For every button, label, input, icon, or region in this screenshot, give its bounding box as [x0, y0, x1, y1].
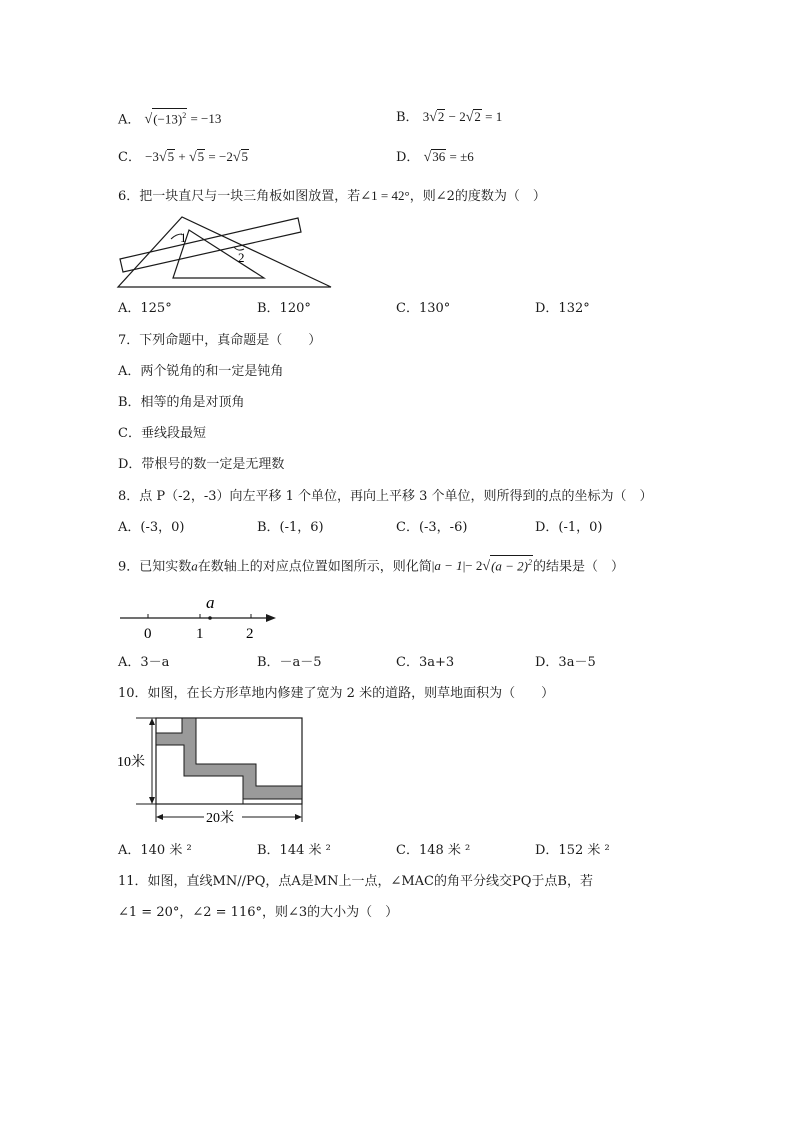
q6-option-c: C．130° [396, 301, 451, 316]
operator: + [175, 149, 189, 164]
math-expression: $√(-13)^2 = -13$ [145, 111, 222, 126]
q7-option-a: A．两个锐角的和一定是钝角 [118, 364, 284, 379]
q7-option-d: D．带根号的数一定是无理数 [118, 457, 285, 472]
option-label: A． [118, 112, 141, 128]
ruler [120, 218, 301, 272]
variable: a [191, 558, 198, 574]
abs-content: a − 1 [434, 558, 463, 574]
radicand: 2 [474, 109, 481, 124]
q10-option-d: D．152 米 ² [535, 843, 610, 858]
q5-option-b [396, 108, 502, 127]
q8-option-c: C．(-3，-6) [396, 520, 468, 535]
q6-option-a: A．125° [118, 301, 172, 316]
q6-stem [118, 187, 546, 206]
math-expression: 3√2 − 2√2 = 1 [422, 109, 503, 125]
operator: − 2 [445, 109, 466, 124]
q10-option-c: C．148 米 ² [396, 843, 471, 858]
q7-stem: 7．下列命题中，真命题是（ ） [118, 333, 322, 348]
coef: 3 [422, 109, 430, 124]
q7-option-b: B．相等的角是对顶角 [118, 395, 245, 410]
q9-option-b: B．－a－5 [257, 655, 322, 670]
q8-option-d: D．(-1，0) [535, 520, 603, 535]
q9-option-a: A．3－a [118, 655, 170, 670]
q11-stem-line1: 11．如图，直线MN//PQ，点A是MN上一点，∠MAC的角平分线交PQ于点B，若 [118, 874, 593, 889]
radicand: 36 [432, 149, 446, 164]
option-label: C． [118, 150, 141, 165]
option-label: B． [396, 110, 419, 125]
operator: = −2 [205, 149, 233, 164]
q10-stem: 10．如图，在长方形草地内修建了宽为 2 米的道路，则草地面积为（ ） [118, 686, 555, 701]
rhs: = 1 [481, 109, 503, 124]
rhs: = ±6 [446, 149, 474, 164]
tick-label-1: 1 [196, 626, 204, 642]
q10-option-b: B．144 米 ² [257, 843, 331, 858]
tick-label-2: 2 [246, 626, 254, 642]
stem-text: 的结果是（ ） [533, 559, 625, 575]
radicand: (a − 2) [491, 558, 529, 574]
q10-option-a: A．140 米 ² [118, 843, 192, 858]
coef: −3 [145, 149, 159, 164]
stem-text: 在数轴上的对应点位置如图所示，则化简 [197, 559, 432, 575]
q5-option-a [118, 108, 221, 129]
q5-option-c [118, 148, 249, 167]
lawn-road-figure [116, 712, 308, 830]
q9-option-d: D．3a－5 [535, 655, 596, 670]
stem-text: 9．已知实数 [118, 559, 192, 575]
q8-option-b: B．(-1，6) [257, 520, 324, 535]
q5-option-d [396, 148, 474, 167]
point-a-label: a [206, 593, 215, 612]
axis-arrow [266, 614, 276, 622]
stem-text: ，则∠2的度数为（ ） [409, 189, 546, 204]
q6-option-d: D．132° [535, 301, 590, 316]
stem-text: 6．把一块直尺与一块三角板如图放置，若 [118, 189, 361, 204]
height-arrow-top [149, 718, 155, 725]
radicand: 5 [167, 149, 175, 164]
tick-label-0: 0 [144, 626, 152, 642]
math-expression: −3√5 + √5 = −2√5 [145, 149, 249, 165]
number-line-figure [118, 590, 283, 645]
ruler-triangle-figure [116, 212, 336, 292]
q9-option-c: C．3a+3 [396, 655, 455, 670]
radicand: (−13) [153, 111, 183, 127]
height-label: 10米 [117, 755, 145, 770]
operator: − 2 [465, 558, 483, 574]
option-label: D． [396, 150, 420, 165]
math-expression: √36 = ±6 [423, 149, 474, 165]
exponent: 2 [182, 111, 187, 120]
exponent: 2 [528, 558, 533, 567]
width-label: 20米 [206, 811, 234, 826]
width-arrow-left [156, 814, 163, 820]
expression: $|a - 1|- 2√(a - 2)^2$ [432, 558, 533, 573]
width-arrow-right [295, 814, 302, 820]
point-a [208, 616, 212, 620]
rhs: = −13 [187, 111, 222, 127]
radicand: 2 [437, 109, 445, 124]
q9-stem [118, 555, 624, 576]
q7-option-c: C．垂线段最短 [118, 426, 206, 441]
angle-label-1: 1 [180, 230, 187, 245]
q6-option-b: B．120° [257, 301, 311, 316]
radicand: 5 [241, 149, 249, 164]
radicand: 5 [197, 149, 205, 164]
height-arrow-bottom [149, 797, 155, 804]
angle-label-2: 2 [238, 250, 245, 265]
q8-stem: 8．点 P（-2，-3）向左平移 1 个单位，再向上平移 3 个单位，则所得到的点的坐标为（ ） [118, 489, 653, 504]
q11-stem-line2: ∠1 = 20°，∠2 = 116°，则∠3的大小为（ ） [118, 905, 399, 920]
q8-option-a: A．(-3，0) [118, 520, 185, 535]
angle-expression: ∠1 = 42° [360, 188, 410, 203]
